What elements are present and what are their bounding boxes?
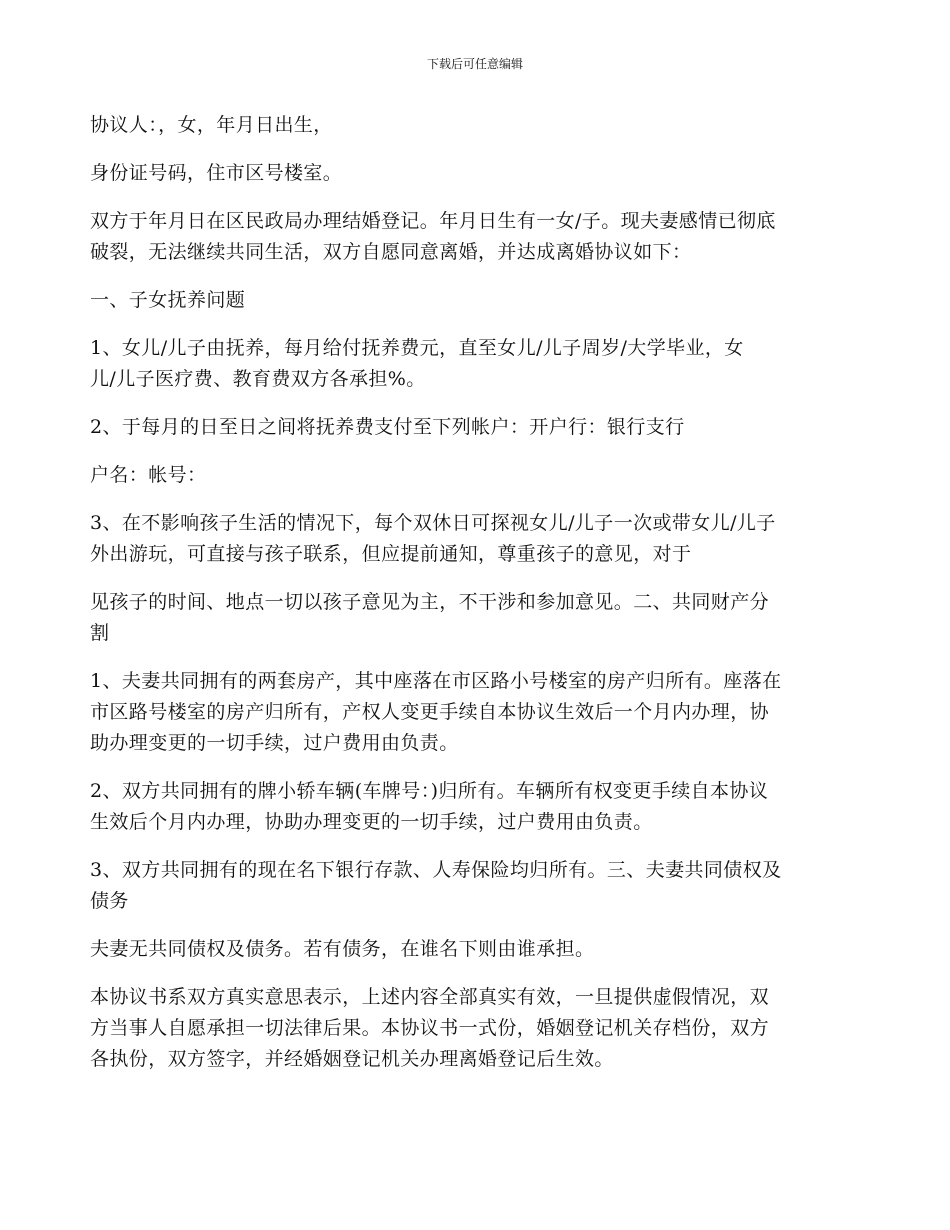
paragraph-property-3: 3、双方共同拥有的现在名下银行存款、人寿保险均归所有。三、夫妻共同债权及 债务 xyxy=(90,859,782,912)
section-heading-child-custody: 一、子女抚养问题 xyxy=(90,289,246,311)
page-header: 下载后可任意编辑 xyxy=(426,57,523,71)
paragraph-account: 户名：帐号： xyxy=(90,464,207,486)
paragraph-property-1: 1、夫妻共同拥有的两套房产，其中座落在市区路小号楼室的房产归所有。座落在 市区路号楼室的房产归所有，产权人变更手续自本协议生效后一个月内办理，协 助办理变更的一切手续，过户费用由负责。 xyxy=(90,670,782,754)
document-body xyxy=(90,110,865,1092)
paragraph-custody-2: 2、于每月的日至日之间将抚养费支付至下列帐户：开户行：银行支行 xyxy=(90,416,685,438)
paragraph-custody-3: 3、在不影响孩子生活的情况下，每个双休日可探视女儿/儿子一次或带女儿/儿子 外出游玩，可直接与孩子联系，但应提前通知，尊重孩子的意见，对于 xyxy=(90,512,776,565)
paragraph-marriage-info: 双方于年月日在区民政局办理结婚登记。年月日生有一女/子。现夫妻感情已彻底 破裂，无法继续共同生活，双方自愿同意离婚，并达成离婚协议如下： xyxy=(90,210,776,263)
paragraph-debt: 夫妻无共同债权及债务。若有债务，在谁名下则由谁承担。 xyxy=(90,938,595,960)
paragraph-custody-1: 1、女儿/儿子由抚养，每月给付抚养费元，直至女儿/儿子周岁/大学毕业，女 儿/儿子医疗费、教育费双方各承担%。 xyxy=(90,337,744,390)
paragraph-party: 协议人：，女，年月日出生， xyxy=(90,114,333,136)
paragraph-visitation-property-heading: 见孩子的时间、地点一切以孩子意见为主，不干涉和参加意见。二、共同财产分 割 xyxy=(90,591,770,644)
paragraph-id-address: 身份证号码，住市区号楼室。 xyxy=(90,162,343,184)
paragraph-property-2: 2、双方共同拥有的牌小轿车辆(车牌号：)归所有。车辆所有权变更手续自本协议 生效后个月内办理，协助办理变更的一切手续，过户费用由负责。 xyxy=(90,780,769,833)
paragraph-closing: 本协议书系双方真实意思表示，上述内容全部真实有效，一旦提供虚假情况，双 方当事人自愿承担一切法律后果。本协议书一式份，婚姻登记机关存档份，双方 各执份，双方签字，并经婚姻登记机关办理离婚登记后生效。 xyxy=(90,986,770,1070)
